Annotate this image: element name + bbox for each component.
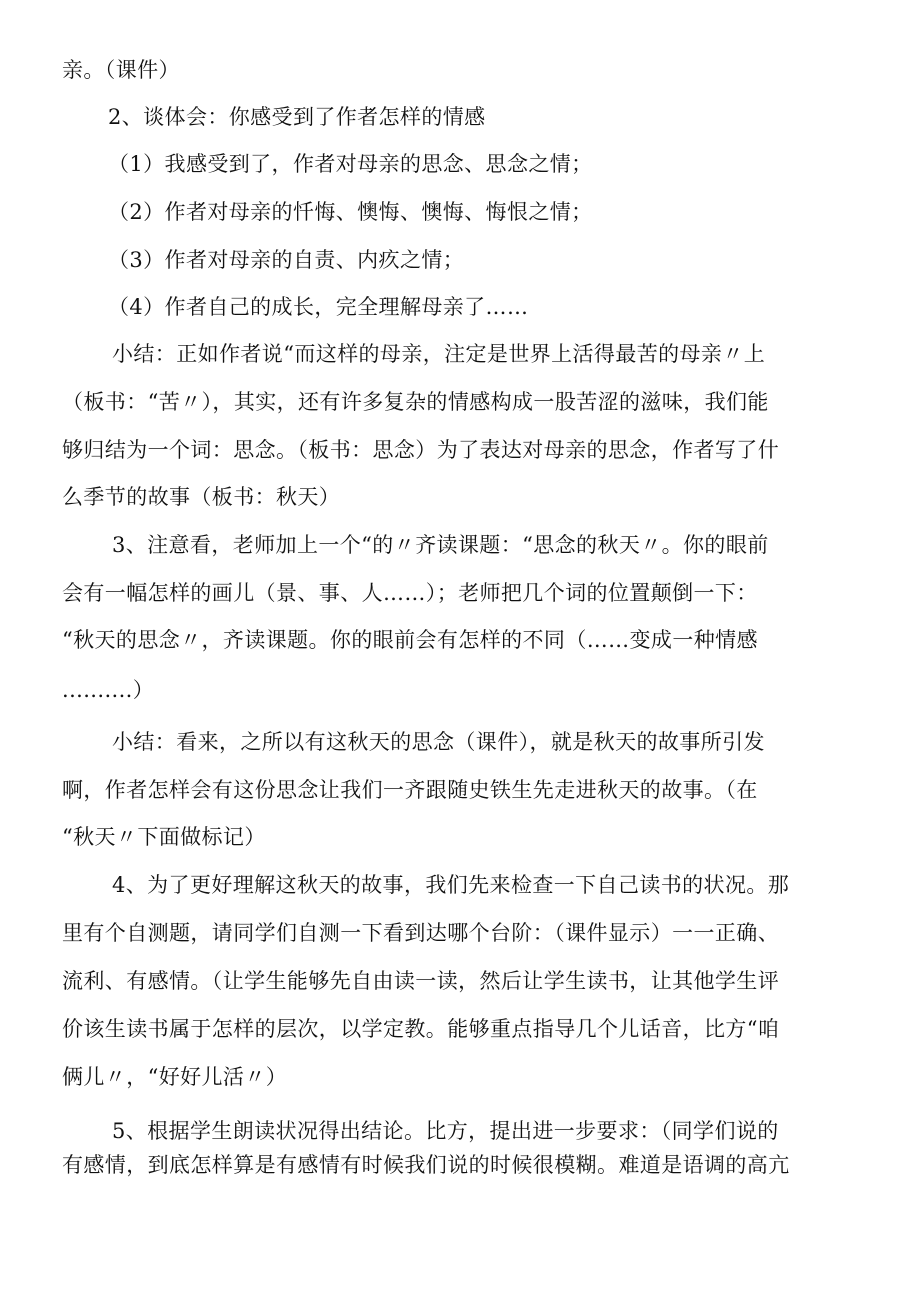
text-line: （2）作者对母亲的忏悔、懊悔、懊悔、悔恨之情； [108,200,593,224]
text-line: （3）作者对母亲的自责、内疚之情； [108,248,465,272]
text-line: 价该生读书属于怎样的层次，以学定教。能够重点指导几个儿话音，比方“咱 [62,1017,780,1041]
text-line: 流利、有感情。（让学生能够先自由读一读，然后让学生读书，让其他学生评 [62,969,780,993]
text-line: 啊，作者怎样会有这份思念让我们一齐跟随史铁生先走进秋天的故事。（在 [62,778,758,802]
text-line: 亲。（课件） [62,58,180,82]
text-line: （1）我感受到了，作者对母亲的思念、思念之情； [108,152,593,176]
text-line: （板书：“苦〃），其实，还有许多复杂的情感构成一股苦涩的滋味，我们能 [62,390,769,414]
text-line: 么季节的故事（板书：秋天） [62,485,341,509]
text-line: 3、注意看，老师加上一个“的〃齐读课题：“思念的秋天〃。你的眼前 [112,533,769,557]
text-line: 小结：正如作者说“而这样的母亲，注定是世界上活得最苦的母亲〃上 [112,342,766,366]
text-line: （4）作者自己的成长，完全理解母亲了…… [108,295,529,319]
text-line: 5、根据学生朗读状况得出结论。比方，提出进一步要求：（同学们说的 [112,1119,779,1143]
text-line: 会有一幅怎样的画儿（景、事、人……）；老师把几个词的位置颠倒一下： [62,581,758,605]
text-line: 小结：看来，之所以有这秋天的思念（课件），就是秋天的故事所引发 [112,730,765,754]
text-line: 俩儿〃，“好好儿活〃） [62,1065,288,1089]
text-line: 里有个自测题，请同学们自测一下看到达哪个台阶：（课件显示）一一正确、 [62,921,780,945]
text-line: 4、为了更好理解这秋天的故事，我们先来检查一下自己读书的状况。那 [112,873,790,897]
text-line: 2、谈体会：你感受到了作者怎样的情感 [108,105,486,129]
text-line: “秋天的思念〃，齐读课题。你的眼前会有怎样的不同（……变成一种情感 [62,628,758,652]
text-line: “秋天〃下面做标记） [62,825,266,849]
text-line: ..........） [62,678,155,702]
text-line: 够归结为一个词：思念。（板书：思念）为了表达对母亲的思念，作者写了什 [62,438,780,462]
text-line: 有感情，到底怎样算是有感情有时候我们说的时候很模糊。难道是语调的高亢 [62,1153,790,1177]
